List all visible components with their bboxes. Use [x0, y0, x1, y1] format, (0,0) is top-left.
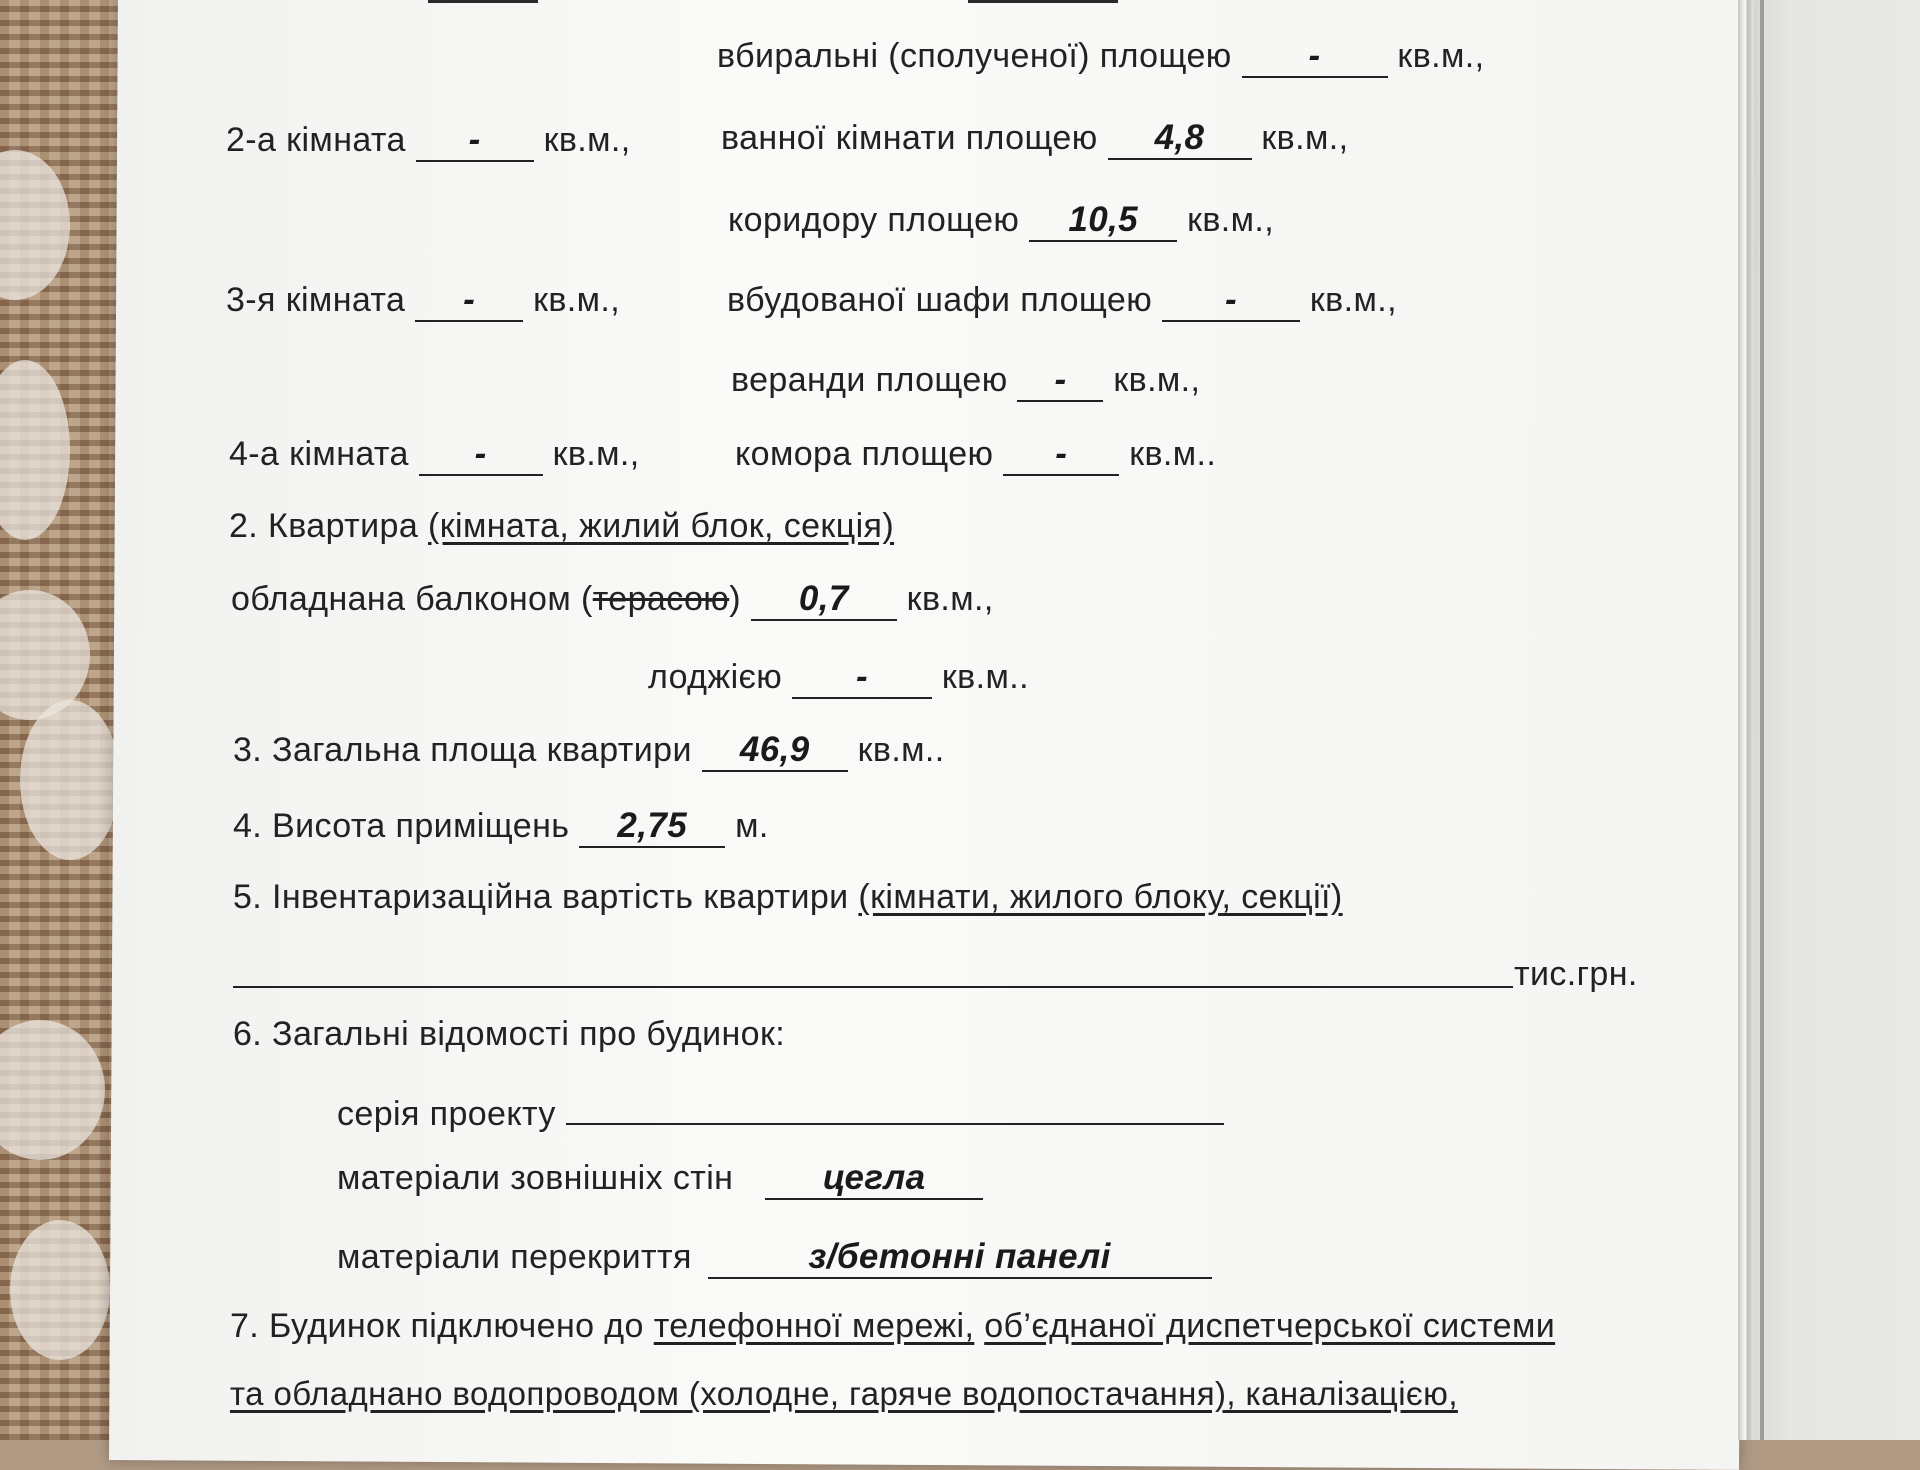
- storage-field: [1003, 434, 1119, 476]
- item4-field: [579, 806, 725, 848]
- room3-label: 3-я кімната: [226, 281, 406, 319]
- room3-unit: кв.м.,: [533, 281, 621, 319]
- item3-label: 3. Загальна площа квартири: [233, 731, 692, 769]
- page-fold: [1738, 0, 1754, 1440]
- corridor-field: [1029, 200, 1177, 242]
- floors-value: з/бетонні панелі: [808, 1237, 1111, 1276]
- walls-label: матеріали зовнішніх стін: [337, 1159, 734, 1197]
- storage-label: комора площею: [735, 435, 994, 473]
- item2-loggia: [648, 657, 1029, 699]
- item7-phone: телефонної мережі,: [653, 1307, 975, 1345]
- row-storage: [735, 434, 1216, 476]
- toilet-value: -: [1308, 36, 1321, 75]
- item4-value: 2,75: [617, 806, 688, 845]
- toilet-label: вбиральні (сполученої) площею: [717, 37, 1232, 75]
- veranda-unit: кв.м.,: [1113, 361, 1201, 399]
- bathroom-value: 4,8: [1154, 118, 1205, 157]
- item5-struck: (кімнати, жилого блоку, секції): [858, 878, 1343, 916]
- corridor-value: 10,5: [1068, 200, 1139, 239]
- floors-label: матеріали перекриття: [337, 1238, 692, 1276]
- cut-off-top-line: [118, 0, 1748, 4]
- room2-unit: кв.м.,: [543, 121, 631, 159]
- veranda-field: [1017, 360, 1103, 402]
- room2-field: [416, 120, 534, 162]
- room4-label: 4-а кімната: [229, 435, 409, 473]
- item4-height: [233, 806, 769, 848]
- item4-unit: м.: [735, 807, 769, 845]
- item7-line2: та обладнано водопроводом (холодне, гаряче водопостачання), каналізацією,: [230, 1375, 1458, 1412]
- item3-unit: кв.м..: [857, 731, 945, 769]
- room2-value: -: [468, 120, 481, 159]
- corridor-label: коридору площею: [728, 201, 1020, 239]
- row-room4: [229, 434, 640, 476]
- item7-prefix: 7. Будинок підключено до: [230, 1307, 644, 1345]
- item5-inventory-value: [233, 878, 1343, 917]
- item5-value-line: [233, 986, 1513, 988]
- toilet-field: [1242, 36, 1388, 78]
- balcony-unit: кв.м.,: [906, 580, 994, 618]
- loggia-unit: кв.м..: [941, 658, 1029, 696]
- room4-unit: кв.м.,: [552, 435, 640, 473]
- next-page-edge: [1750, 0, 1920, 1440]
- decorative-petal: [20, 700, 120, 860]
- row-veranda: [731, 360, 1200, 402]
- row-corridor: [728, 200, 1274, 242]
- item7-line1: [230, 1307, 1555, 1346]
- room4-value: -: [474, 434, 487, 473]
- veranda-label: веранди площею: [731, 361, 1008, 399]
- storage-value: -: [1055, 434, 1068, 473]
- item2-label: 2. Квартира: [229, 507, 419, 545]
- wardrobe-unit: кв.м.,: [1309, 281, 1397, 319]
- balcony-value: 0,7: [798, 579, 849, 618]
- row-wardrobe: [727, 280, 1397, 322]
- wardrobe-field: [1162, 280, 1300, 322]
- item6-title: 6. Загальні відомості про будинок:: [233, 1015, 786, 1053]
- item2-struck: (кімната, жилий блок, секція): [428, 507, 895, 545]
- balcony-close: ): [729, 580, 741, 618]
- series-field: [566, 1083, 1224, 1125]
- item5-label: 5. Інвентаризаційна вартість квартири: [233, 878, 849, 916]
- room3-value: -: [463, 280, 476, 319]
- balcony-struck: терасою: [592, 580, 730, 618]
- row-bathroom: [721, 118, 1348, 160]
- room4-field: [419, 434, 543, 476]
- item3-total-area: [233, 730, 945, 772]
- toilet-unit: кв.м.,: [1397, 37, 1485, 75]
- series-label: серія проекту: [337, 1095, 556, 1133]
- corridor-unit: кв.м.,: [1187, 201, 1275, 239]
- bathroom-unit: кв.м.,: [1261, 119, 1349, 157]
- bathroom-field: [1108, 118, 1252, 160]
- floors-field: [708, 1237, 1212, 1279]
- loggia-label: лоджією: [648, 658, 783, 696]
- wardrobe-label: вбудованої шафи площею: [727, 281, 1153, 319]
- row-toilet: [717, 36, 1484, 78]
- balcony-field: [751, 579, 897, 621]
- row-room2: [226, 120, 631, 162]
- row-room3: [226, 280, 620, 322]
- bathroom-label: ванної кімнати площею: [721, 119, 1098, 157]
- item5-unit: тис.грн.: [1514, 955, 1638, 993]
- item2-balcony: [231, 579, 994, 621]
- balcony-label: обладнана балконом (: [231, 580, 593, 618]
- item6-walls: [337, 1158, 983, 1200]
- item3-field: [702, 730, 848, 772]
- decorative-petal: [10, 1220, 110, 1360]
- item6-series: [337, 1083, 1224, 1134]
- loggia-field: [792, 657, 932, 699]
- walls-value: цегла: [822, 1158, 926, 1197]
- item4-label: 4. Висота приміщень: [233, 807, 570, 845]
- walls-field: [765, 1158, 983, 1200]
- wardrobe-value: -: [1224, 280, 1238, 319]
- veranda-value: -: [1054, 360, 1067, 399]
- room3-field: [415, 280, 523, 322]
- item3-value: 46,9: [739, 730, 810, 769]
- item7-struck: об’єднаної диспетчерської системи: [984, 1307, 1556, 1345]
- item6-floors: [337, 1237, 1212, 1279]
- room2-label: 2-а кімната: [226, 121, 406, 159]
- loggia-value: -: [856, 657, 869, 696]
- storage-unit: кв.м..: [1129, 435, 1217, 473]
- page-fold-line: [1760, 0, 1764, 1440]
- item2-apartment: [229, 507, 894, 546]
